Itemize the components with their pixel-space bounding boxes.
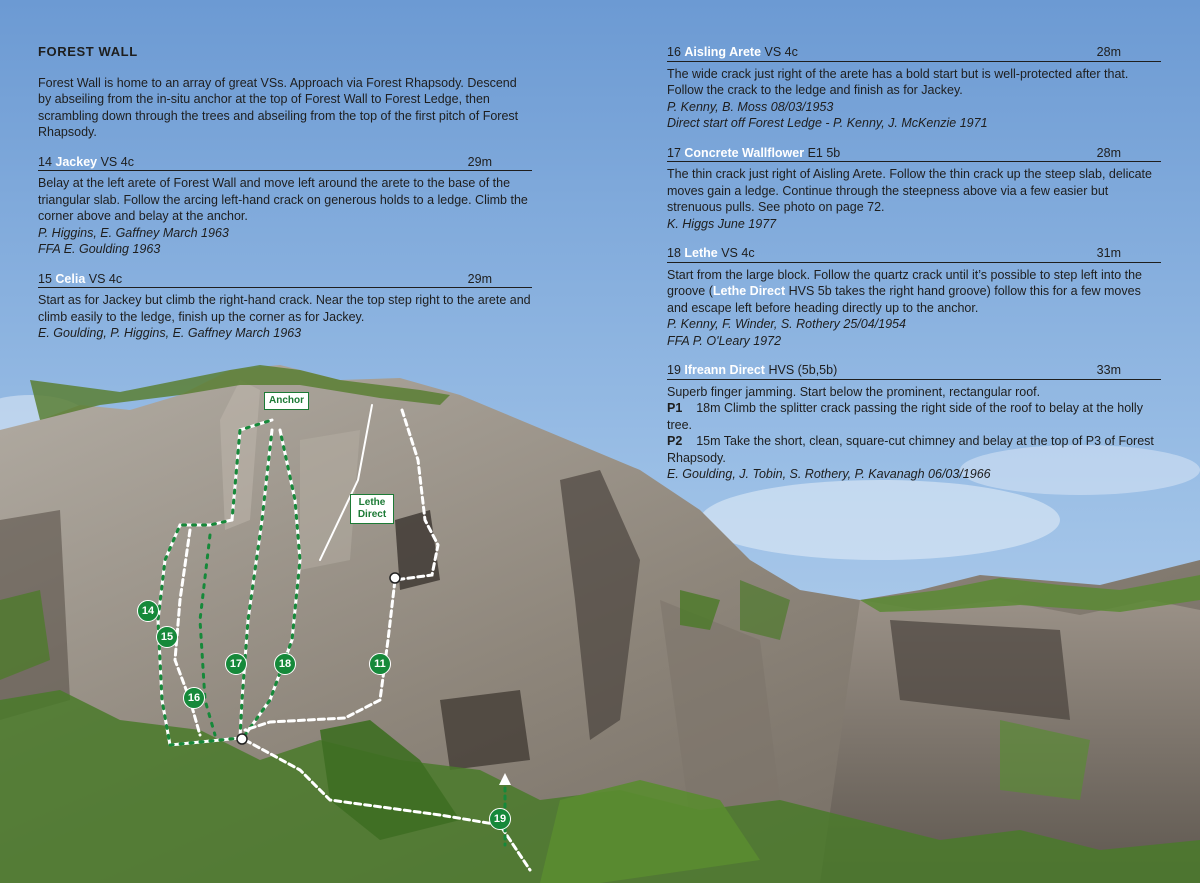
route-description [667,267,1161,317]
route-length: 28m [1096,145,1121,160]
right-column [667,44,1161,496]
route-length: 33m [1096,363,1121,377]
first-ascent: E. Goulding, P. Higgins, E. Gaffney March 1963 [38,326,302,340]
route-marker-19: 19 [489,808,511,830]
route-description: The wide crack just right of the arete has a bold start but is well-protected after that. Follow the crack to the ledge and finish as for Jackey. [667,66,1129,97]
route-marker-15: 15 [156,626,178,648]
route-name: Ifreann Direct [684,363,765,377]
route-number: 15 [38,271,52,286]
route-number: 14 [38,154,52,169]
route-grade: HVS (5b,5b) [768,363,838,377]
route-grade: VS 4c [721,246,755,260]
pitch-label: P2 [667,434,683,448]
route-length: 31m [1096,246,1121,260]
description-end: HVS 5b takes the right hand groove) follow this for a few moves and escape left before heading directly up to the anchor. [667,284,1141,315]
route-number: 18 [667,246,681,260]
route-number: 19 [667,363,681,377]
pitch-text: 18m Climb the splitter crack passing the right side of the roof to belay at the holly tree. [667,401,1143,432]
route-14 [38,154,532,258]
direct-start-ascent: Direct start off Forest Ledge - P. Kenny, J. McKenzie 1971 [667,116,988,130]
route-name: Aisling Arete [684,45,762,59]
route-name: Celia [55,271,86,286]
first-ascent: P. Kenny, B. Moss 08/03/1953 [667,99,834,114]
description-start: Start from the large block. Follow the quartz crack until it’s possible to step left into the groove ( [667,267,1142,298]
route-header [38,271,532,289]
first-ascent: P. Kenny, F. Winder, S. Rothery 25/04/1954 [667,317,906,331]
route-header [667,362,1161,380]
route-18 [667,245,1161,349]
route-17 [667,145,1161,233]
variant-name: Lethe Direct [712,284,786,298]
route-length: 29m [467,154,492,169]
route-length: 28m [1096,45,1121,59]
route-grade: VS 4c [100,154,134,169]
route-header [667,245,1161,263]
pitch-label: P1 [667,401,683,415]
route-description: Belay at the left arete of Forest Wall and move left around the arete to the base of the triangular slab. Follow the arcing left-hand crack on generous holds to a ledge. Climb the corner above and belay at the anchor. [38,176,528,223]
route-description: Start as for Jackey but climb the right-hand crack. Near the top step right to the arete and climb easily to the ledge, finish up the corner as for Jackey. [38,293,531,324]
route-16 [667,44,1161,132]
route-length: 29m [467,271,492,286]
lethe-direct-label: Lethe Direct [350,494,394,524]
left-column [38,44,532,355]
route-grade: VS 4c [88,271,123,286]
route-marker-16: 16 [183,687,205,709]
route-15 [38,271,532,342]
route-name: Jackey [55,154,98,169]
route-header [667,44,1161,62]
pitch-1 [667,400,1161,433]
route-marker-18: 18 [274,653,296,675]
first-ascent: P. Higgins, E. Gaffney March 1963 [38,225,229,240]
route-number: 17 [667,145,681,160]
route-marker-11: 11 [369,653,391,675]
pitch-2 [667,433,1161,466]
pitch-text: 15m Take the short, clean, square-cut chimney and belay at the top of P3 of Forest Rhapsody. [667,434,1154,465]
route-description: The thin crack just right of Aisling Arete. Follow the thin crack up the steep slab, delicate moves gain a ledge. Continue through the steepness above via a few easier but strenuous pulls. See photo on page 72. [667,167,1152,214]
route-grade: E1 5b [807,145,841,160]
route-description: Superb finger jamming. Start below the prominent, rectangular roof. [667,384,1041,399]
intro-text: Forest Wall is home to an array of great VSs. Approach via Forest Rhapsody. Descend by abseiling from the in-situ anchor at the top of Forest Wall to Forest Ledge, then scrambling down through the trees and abseiling from the top of the first pitch of Forest Rhapsody. [38,75,519,139]
route-name: Lethe [684,246,718,260]
first-ascent: E. Goulding, J. Tobin, S. Rothery, P. Kavanagh 06/03/1966 [667,467,991,481]
first-free-ascent: FFA P. O'Leary 1972 [667,333,782,348]
route-19 [667,362,1161,483]
route-header [667,145,1161,163]
route-name: Concrete Wallflower [684,145,805,160]
route-header [38,154,532,172]
first-free-ascent: FFA E. Goulding 1963 [38,242,161,256]
route-number: 16 [667,45,681,59]
route-grade: VS 4c [764,45,798,59]
route-marker-17: 17 [225,653,247,675]
first-ascent: K. Higgs June 1977 [667,216,777,231]
route-marker-14: 14 [137,600,159,622]
anchor-label: Anchor [264,392,309,410]
page-heading: FOREST WALL [38,44,138,59]
